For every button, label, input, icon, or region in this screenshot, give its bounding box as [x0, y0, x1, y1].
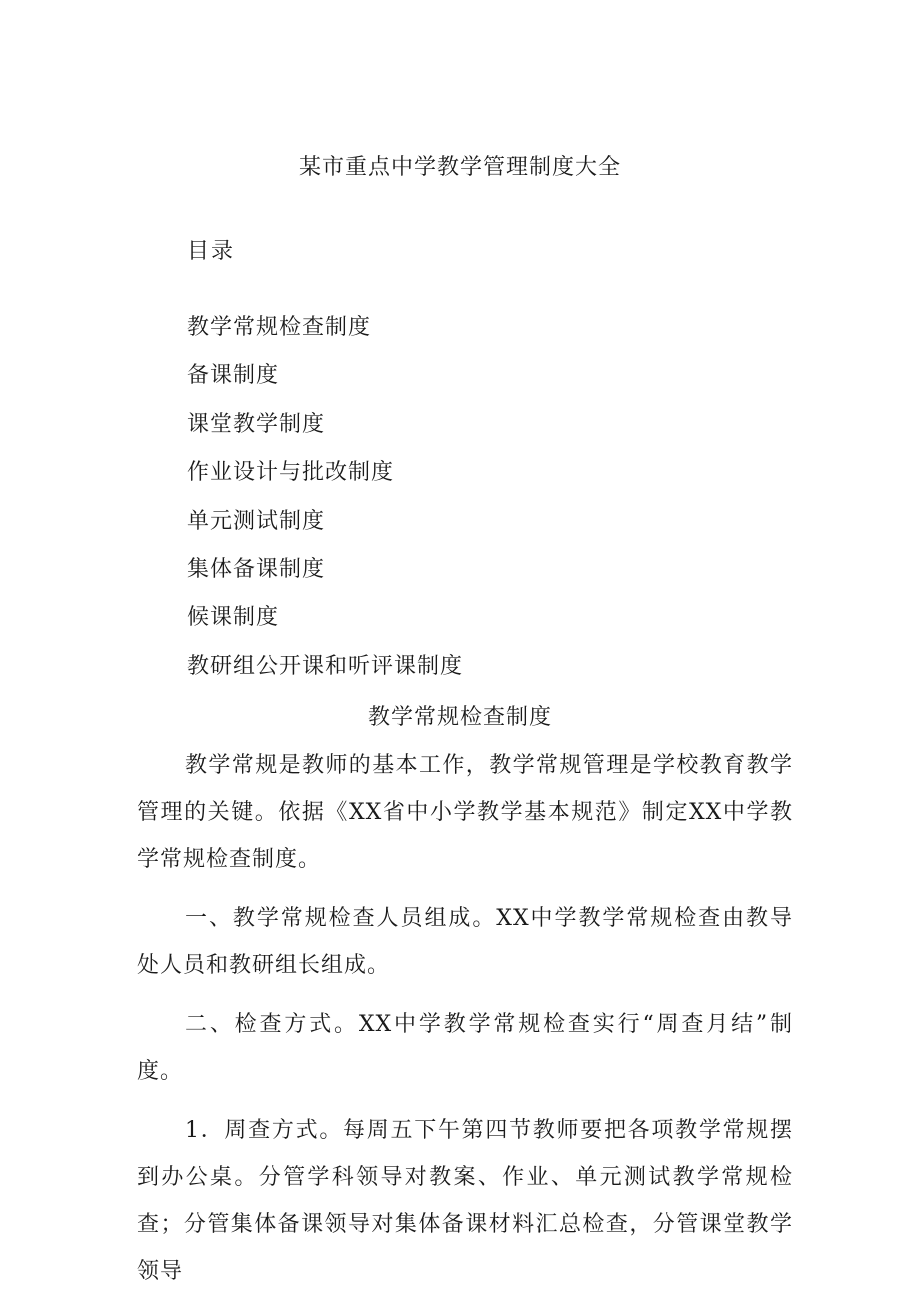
toc-item: 教学常规检查制度: [187, 315, 372, 340]
section-title: 教学常规检查制度: [367, 705, 552, 730]
toc-heading: 目录: [187, 239, 236, 264]
body-paragraph: 教学常规是教师的基本工作，教学常规管理是学校教育教学管理的关键。依据《XX省中小学教学基本规范》制定XX中学教学常规检查制度。: [137, 753, 793, 872]
body-paragraph: 1．周查方式。每周五下午第四节教师要把各项教学常规摆到办公桌。分管学科领导对教案、作业、单元测试教学常规检查；分管集体备课领导对集体备课材料汇总检查，分管课堂教学领导: [137, 1118, 793, 1284]
toc-item: 教研组公开课和听评课制度: [187, 653, 464, 679]
toc-item: 集体备课制度: [187, 556, 326, 582]
toc-item: 课堂教学制度: [187, 411, 326, 437]
toc-item: 备课制度: [187, 363, 280, 389]
section-body: [137, 742, 793, 1307]
table-of-contents: [187, 310, 463, 697]
toc-item: 候课制度: [187, 605, 280, 631]
toc-item: 作业设计与批改制度: [187, 460, 395, 486]
body-paragraph: 一、教学常规检查人员组成。XX中学教学常规检查由教导处人员和教研组长组成。: [137, 906, 793, 978]
document-title: 某市重点中学教学管理制度大全: [298, 155, 621, 180]
body-paragraph: 二、检查方式。XX中学教学常规检查实行“周查月结”制度。: [137, 1012, 793, 1084]
toc-item: 单元测试制度: [187, 508, 326, 534]
